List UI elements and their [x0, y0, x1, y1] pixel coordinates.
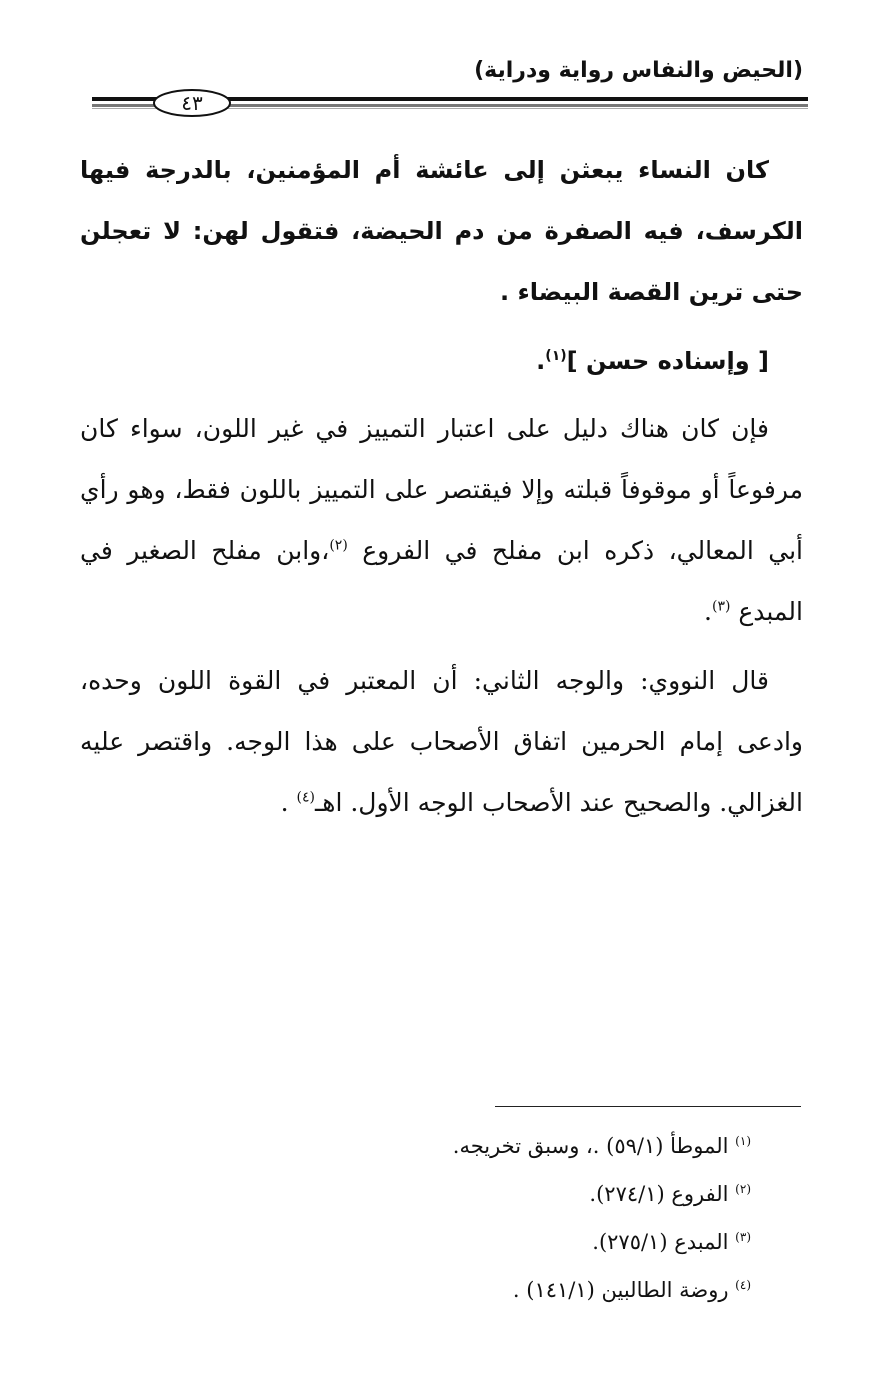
paragraph-nawawi	[80, 650, 803, 833]
footnote-ref-1: (١)	[545, 348, 567, 364]
footnote-text: المبدع (٢٧٥/١).	[592, 1230, 729, 1254]
tamyiz-text: فإن كان هناك دليل على اعتبار التمييز في غير اللون، سواء كان مرفوعاً أو موقوفاً قبلته وإلا فيقتصر على التمييز باللون فقط، وهو رأي أبي المعالي، ذكره ابن مفلح في الفروع	[80, 414, 804, 565]
footnote-ref-3: (٣)	[711, 598, 731, 615]
isnad-end: .	[536, 347, 546, 375]
footnote-text: روضة الطالبين (١٤١/١) .	[512, 1278, 729, 1302]
main-text	[80, 140, 803, 841]
tamyiz-end: .	[704, 597, 712, 626]
footnote-2	[300, 1170, 751, 1218]
footnote-number: (٤)	[735, 1278, 751, 1292]
nawawi-text: قال النووي: والوجه الثاني: أن المعتبر في القوة اللون وحده، وادعى إمام الحرمين اتفاق الأصحاب على هذا الوجه. واقتصر عليه الغزالي. والصحيح عند الأصحاب الوجه الأول. اهـ	[80, 666, 803, 817]
footnote-separator	[495, 1106, 801, 1107]
isnad-text: [ وإسناده حسن ]	[566, 347, 769, 375]
footnote-number: (٣)	[735, 1230, 751, 1244]
running-title: (الحيض والنفاس رواية ودراية)	[474, 58, 803, 83]
page-number: ٤٣	[181, 91, 203, 115]
footnote-ref-4: (٤)	[296, 789, 315, 806]
footnote-number: (١)	[735, 1134, 751, 1148]
footnote-text: الفروع (٢٧٤/١).	[589, 1182, 729, 1206]
footnotes	[300, 1122, 751, 1314]
footnote-4	[300, 1266, 751, 1314]
paragraph-isnad	[80, 331, 803, 392]
footnote-number: (٢)	[735, 1182, 751, 1196]
hadith-text: كان النساء يبعثن إلى عائشة أم المؤمنين، بالدرجة فيها الكرسف، فيه الصفرة من دم الحيضة، فتقول لهن: لا تعجلن حتى ترين القصة البيضاء .	[80, 156, 803, 306]
footnote-text: الموطأ (٥٩/١) .، وسبق تخريجه.	[452, 1134, 729, 1158]
footnote-3	[300, 1218, 751, 1266]
nawawi-end: .	[280, 788, 289, 817]
tamyiz-text-2: ،وابن مفلح الصغير في المبدع	[80, 536, 803, 626]
footnote-ref-2: (٢)	[329, 537, 348, 554]
paragraph-hadith	[80, 140, 803, 323]
paragraph-tamyiz	[80, 398, 803, 642]
footnote-1	[300, 1122, 751, 1170]
